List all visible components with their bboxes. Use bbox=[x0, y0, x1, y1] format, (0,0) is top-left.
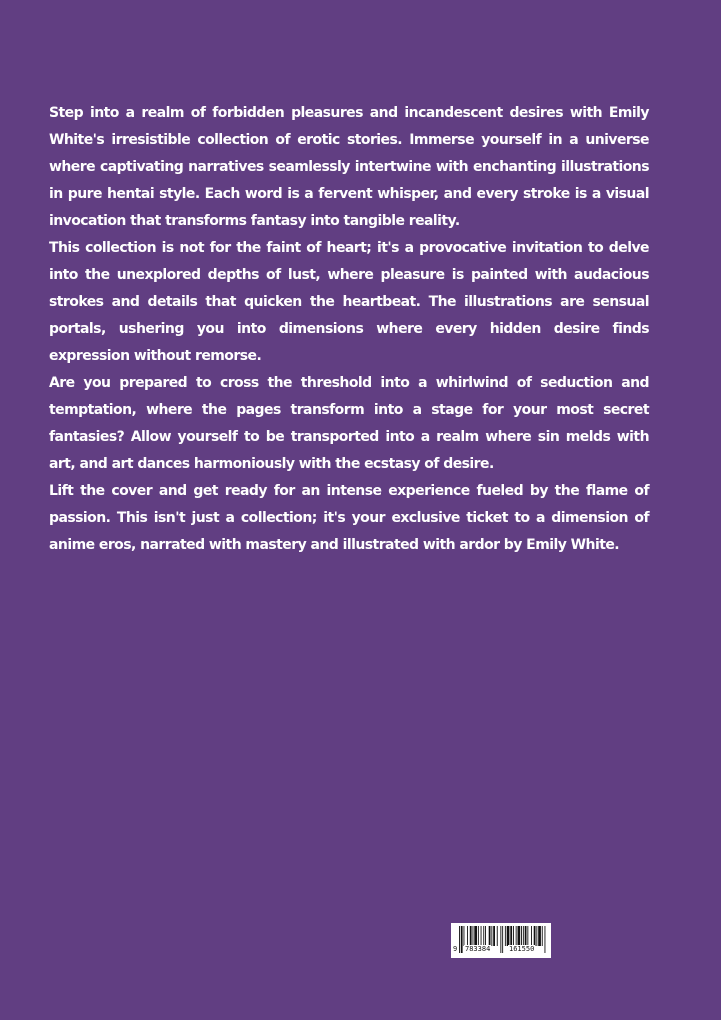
barcode-bar bbox=[481, 926, 482, 946]
description-paragraph-2: This collection is not for the faint of heart; it's a provocative invitation to delve into the unexplored depths of lust, where pleasure is painted with audacious strokes and details that quicken the heartbeat. The illustrations are sensual portals, ushering you into dimensions where every hidden desire finds expression without remorse. bbox=[49, 240, 649, 364]
barcode-bar bbox=[531, 926, 532, 946]
barcode-bar bbox=[485, 926, 486, 946]
barcode-first-digit: 9 bbox=[453, 945, 458, 953]
barcode-bar bbox=[459, 926, 460, 953]
book-description bbox=[49, 100, 649, 559]
description-paragraph-3: Are you prepared to cross the threshold into a whirlwind of seduction and temptation, where the pages transform into a stage for your most secret fantasies? Allow yourself to be transported into a realm where sin melds with art, and art dances harmoniously with the ecstasy of desire. bbox=[49, 375, 649, 472]
barcode-bar bbox=[521, 926, 522, 946]
barcode-bar bbox=[470, 926, 472, 946]
barcode-bar bbox=[534, 926, 536, 946]
barcode-bar bbox=[542, 926, 543, 946]
barcode-bar bbox=[493, 926, 495, 946]
barcode-bar bbox=[473, 926, 474, 946]
description-paragraph-4: Lift the cover and get ready for an intense experience fueled by the flame of passion. This isn't just a collection; it's your exclusive ticket to a dimension of anime eros, narrated with mastery and illustrated with ardor by Emily White. bbox=[49, 483, 649, 553]
barcode-bar bbox=[523, 926, 524, 946]
barcode-bar bbox=[507, 926, 510, 946]
barcode-bar bbox=[536, 926, 537, 946]
barcode-right-digits: 161550 bbox=[509, 945, 535, 953]
barcode-bar bbox=[474, 926, 477, 946]
barcode-bar bbox=[513, 926, 514, 946]
isbn-barcode bbox=[451, 923, 551, 958]
barcode-bar bbox=[489, 926, 491, 946]
barcode-bar bbox=[538, 926, 541, 946]
barcode-bar bbox=[516, 926, 517, 946]
barcode-bar bbox=[461, 926, 463, 953]
barcode-bar bbox=[527, 926, 528, 946]
barcode-bar bbox=[505, 926, 506, 946]
barcode-bar bbox=[467, 926, 468, 946]
barcode-bar bbox=[464, 926, 465, 946]
barcode-bar bbox=[510, 926, 512, 946]
barcode-bar bbox=[518, 926, 521, 946]
barcode-bar bbox=[500, 926, 501, 953]
barcode-bar bbox=[497, 926, 498, 946]
barcode-bar bbox=[502, 926, 503, 953]
barcode-bar bbox=[525, 926, 527, 946]
barcode-bar bbox=[491, 926, 492, 946]
barcode-bar bbox=[545, 926, 546, 953]
description-paragraph-1: Step into a realm of forbidden pleasures and incandescent desires with Emily White's irresistible collection of erotic stories. Immerse yourself in a universe where captivating narratives seamlessly intertwine with enchanting illustrations in pure hentai style. Each word is a fervent whisper, and every stroke is a visual invocation that transforms fantasy into tangible reality. bbox=[49, 105, 649, 229]
barcode-bar bbox=[478, 926, 479, 946]
barcode-left-digits: 783384 bbox=[465, 945, 491, 953]
barcode-bar bbox=[483, 926, 484, 946]
